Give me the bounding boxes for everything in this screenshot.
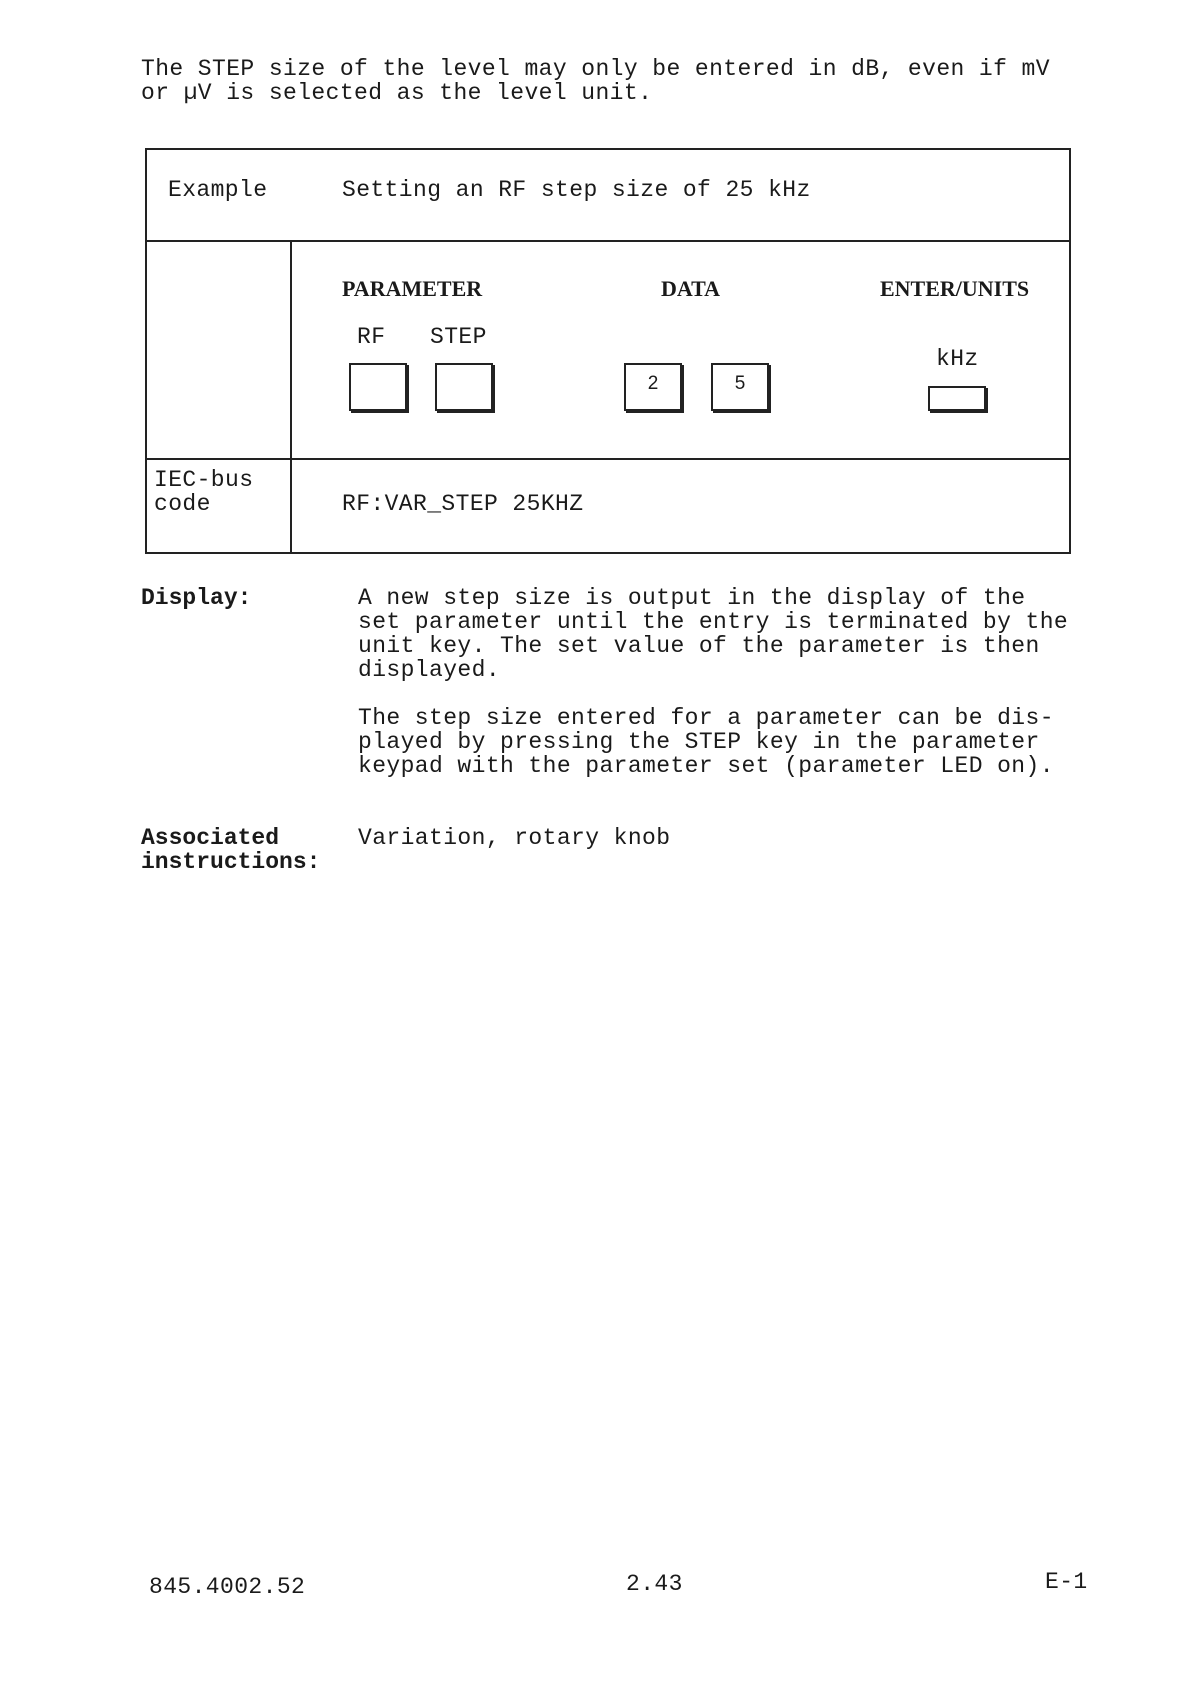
display-p2-line: keypad with the parameter set (parameter LED on). [358, 753, 1054, 779]
display-p2-line: The step size entered for a parameter can be dis- [358, 705, 1054, 731]
iec-code: RF:VAR_STEP 25KHZ [342, 491, 584, 517]
associated-text: Variation, rotary knob [358, 825, 671, 851]
footer-page-number: 2.43 [626, 1571, 683, 1597]
key-label-rf: RF [357, 324, 386, 350]
data-key-5-label: 5 [734, 373, 746, 394]
data-key-2[interactable] [624, 363, 682, 411]
header-enter-units: ENTER/UNITS [880, 276, 1030, 301]
example-title: Setting an RF step size of 25 kHz [342, 177, 811, 203]
footer-edition: E-1 [1045, 1569, 1088, 1595]
iec-label-line-2: code [154, 491, 211, 517]
intro-line-1: The STEP size of the level may only be entered in dB, even if mV [141, 56, 1050, 82]
display-p1-line: unit key. The set value of the parameter is then [358, 633, 1040, 659]
associated-label-line-2: instructions: [141, 849, 321, 875]
khz-key[interactable] [928, 386, 986, 411]
header-data: DATA [661, 276, 721, 301]
display-p1-line: A new step size is output in the display of the [358, 585, 1026, 611]
table-divider-bottom [290, 458, 1071, 460]
unit-key-label: kHz [936, 346, 979, 372]
display-paragraph-2 [358, 706, 1054, 778]
display-paragraph-1 [358, 586, 1068, 682]
display-p1-line: displayed. [358, 657, 501, 683]
table-column-divider [290, 240, 292, 554]
associated-label-line-1: Associated [141, 825, 280, 851]
display-label: Display: [141, 585, 252, 611]
data-key-2-label: 2 [647, 373, 659, 394]
header-parameter: PARAMETER [342, 276, 483, 301]
example-label: Example [168, 177, 268, 203]
step-key[interactable] [435, 363, 493, 411]
intro-line-2: or µV is selected as the level unit. [141, 80, 653, 106]
table-divider-top [145, 240, 1071, 242]
example-table [145, 148, 1071, 554]
display-p1-line: set parameter until the entry is terminated by the [358, 609, 1069, 635]
key-label-step: STEP [430, 324, 487, 350]
table-divider-left [145, 458, 290, 460]
iec-label-line-1: IEC-bus [154, 467, 254, 493]
display-p2-line: played by pressing the STEP key in the parameter [358, 729, 1040, 755]
rf-key[interactable] [349, 363, 407, 411]
footer-doc-number: 845.4002.52 [149, 1574, 306, 1600]
data-key-5[interactable] [711, 363, 769, 411]
